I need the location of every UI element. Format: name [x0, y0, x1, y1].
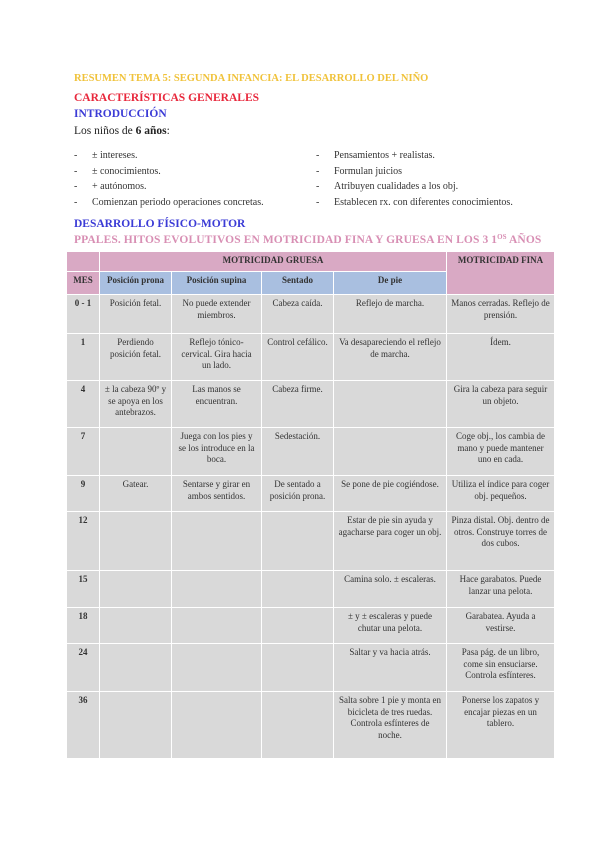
cell-supina: Juega con los pies y se los introduce en la boca. [172, 428, 262, 476]
cell-prona: ± la cabeza 90º y se apoya en los antebrazos. [100, 381, 172, 428]
cell-de-pie [334, 381, 447, 428]
table-row [67, 644, 555, 692]
table-row [67, 476, 555, 512]
cell-prona [100, 608, 172, 644]
cell-fina: Pasa pág. de un libro, come sin ensuciarse. Controla esfínteres. [447, 644, 555, 692]
cell-mes: 1 [67, 334, 100, 381]
cell-sentado [262, 571, 334, 608]
cell-sentado: De sentado a posición prona. [262, 476, 334, 512]
list-item [316, 179, 513, 195]
list-item-text: Atribuyen cualidades a los obj. [334, 181, 459, 192]
column-header-supina: Posición supina [172, 272, 262, 295]
heading-hitos-main: PPALES. HITOS EVOLUTIVOS EN MOTRICIDAD FINA Y GRUESA EN LOS 3 1 [74, 234, 498, 246]
document-title: RESUMEN TEMA 5: SEGUNDA INFANCIA: EL DESARROLLO DEL NIÑO [74, 73, 429, 84]
cell-fina: Gira la cabeza para seguir un objeto. [447, 381, 555, 428]
header-empty [67, 252, 100, 272]
column-header-mes: MES [67, 272, 100, 295]
list-item-text: Establecen rx. con diferentes conocimientos. [334, 196, 513, 208]
cell-prona: Perdiendo posición fetal. [100, 334, 172, 381]
list-item-text: Pensamientos + realistas. [334, 150, 435, 161]
list-item [74, 195, 264, 211]
heading-hitos [74, 233, 541, 246]
column-header-sentado: Sentado [262, 272, 334, 295]
cell-fina: Hace garabatos. Puede lanzar una pelota. [447, 571, 555, 608]
cell-prona: Posición fetal. [100, 295, 172, 334]
header-motricidad-fina: MOTRICIDAD FINA [447, 252, 555, 295]
cell-de-pie: ± y ± escaleras y puede chutar una pelota. [334, 608, 447, 644]
table-row [67, 295, 555, 334]
list-item-text: Formulan juicios [334, 165, 403, 177]
heading-hitos-sup: OS [497, 233, 507, 241]
cell-de-pie: Va desapareciendo el reflejo de marcha. [334, 334, 447, 381]
cell-fina: Ponerse los zapatos y encajar piezas en un tablero. [447, 692, 555, 759]
table-row [67, 608, 555, 644]
cell-supina: Sentarse y girar en ambos sentidos. [172, 476, 262, 512]
list-item-text: + autónomos. [92, 181, 147, 192]
cell-de-pie: Saltar y va hacia atrás. [334, 644, 447, 692]
cell-supina [172, 512, 262, 571]
bullet-marker: - [74, 150, 78, 161]
table-row [67, 692, 555, 759]
cell-prona [100, 512, 172, 571]
bullet-marker: - [74, 165, 78, 177]
cell-prona [100, 428, 172, 476]
cell-de-pie: Estar de pie sin ayuda y agacharse para coger un obj. [334, 512, 447, 571]
cell-mes: 24 [67, 644, 100, 692]
cell-supina: Reflejo tónico-cervical. Gira hacia un lado. [172, 334, 262, 381]
cell-prona [100, 644, 172, 692]
cell-sentado [262, 512, 334, 571]
list-item [74, 164, 264, 180]
cell-fina: Manos cerradas. Reflejo de prensión. [447, 295, 555, 334]
cell-supina [172, 644, 262, 692]
cell-de-pie: Salta sobre 1 pie y monta en bicicleta de tres ruedas. Controla esfínteres de noche. [334, 692, 447, 759]
cell-supina [172, 692, 262, 759]
cell-de-pie [334, 428, 447, 476]
heading-desarrollo-fisico: DESARROLLO FÍSICO-MOTOR [74, 218, 246, 230]
list-item [74, 148, 264, 164]
cell-mes: 12 [67, 512, 100, 571]
cell-de-pie: Reflejo de marcha. [334, 295, 447, 334]
cell-mes: 18 [67, 608, 100, 644]
bullet-marker: - [316, 150, 320, 161]
bullet-marker: - [74, 181, 78, 192]
cell-mes: 4 [67, 381, 100, 428]
table-row [67, 381, 555, 428]
list-item-text: ± intereses. [92, 150, 138, 161]
column-header-prona: Posición prona [100, 272, 172, 295]
list-item [316, 164, 513, 180]
intro-prefix: Los niños de [74, 125, 136, 137]
heading-introduccion: INTRODUCCIÓN [74, 108, 167, 120]
table-row [67, 571, 555, 608]
bullet-list-left [74, 148, 264, 210]
cell-prona [100, 692, 172, 759]
cell-de-pie: Se pone de pie cogiéndose. [334, 476, 447, 512]
list-item [316, 148, 513, 164]
cell-mes: 36 [67, 692, 100, 759]
column-header-de-pie: De pie [334, 272, 447, 295]
cell-sentado: Sedestación. [262, 428, 334, 476]
heading-caracteristicas: CARACTERÍSTICAS GENERALES [74, 92, 260, 104]
cell-sentado [262, 644, 334, 692]
intro-bold: 6 años [135, 125, 167, 137]
cell-supina: Las manos se encuentran. [172, 381, 262, 428]
bullet-marker: - [316, 165, 320, 177]
table-row [67, 334, 555, 381]
cell-fina: Pinza distal. Obj. dentro de otros. Construye torres de dos cubos. [447, 512, 555, 571]
cell-fina: Ídem. [447, 334, 555, 381]
bullet-list-right [316, 148, 513, 210]
cell-supina [172, 571, 262, 608]
bullet-marker: - [316, 181, 320, 192]
milestones-table [66, 251, 555, 759]
cell-supina: No puede extender miembros. [172, 295, 262, 334]
cell-mes: 7 [67, 428, 100, 476]
cell-sentado: Cabeza firme. [262, 381, 334, 428]
cell-prona [100, 571, 172, 608]
cell-fina: Garabatea. Ayuda a vestirse. [447, 608, 555, 644]
cell-mes: 9 [67, 476, 100, 512]
heading-hitos-end: AÑOS [506, 234, 542, 246]
cell-prona: Gatear. [100, 476, 172, 512]
list-item-text: ± conocimientos. [92, 165, 161, 177]
cell-sentado [262, 692, 334, 759]
list-item [74, 179, 264, 195]
header-motricidad-gruesa: MOTRICIDAD GRUESA [100, 252, 447, 272]
cell-sentado [262, 608, 334, 644]
cell-sentado: Cabeza caída. [262, 295, 334, 334]
list-item-text: Comienzan periodo operaciones concretas. [92, 196, 264, 208]
cell-mes: 15 [67, 571, 100, 608]
bullet-marker: - [74, 196, 78, 208]
bullet-marker: - [316, 196, 320, 208]
cell-fina: Coge obj., los cambia de mano y puede mantener uno en cada. [447, 428, 555, 476]
list-item [316, 195, 513, 211]
cell-sentado: Control cefálico. [262, 334, 334, 381]
intro-sentence [74, 125, 170, 137]
intro-suffix: : [166, 125, 170, 137]
table-row [67, 512, 555, 571]
cell-fina: Utiliza el índice para coger obj. pequeños. [447, 476, 555, 512]
cell-supina [172, 608, 262, 644]
table-row [67, 428, 555, 476]
cell-de-pie: Camina solo. ± escaleras. [334, 571, 447, 608]
cell-mes: 0 - 1 [67, 295, 100, 334]
